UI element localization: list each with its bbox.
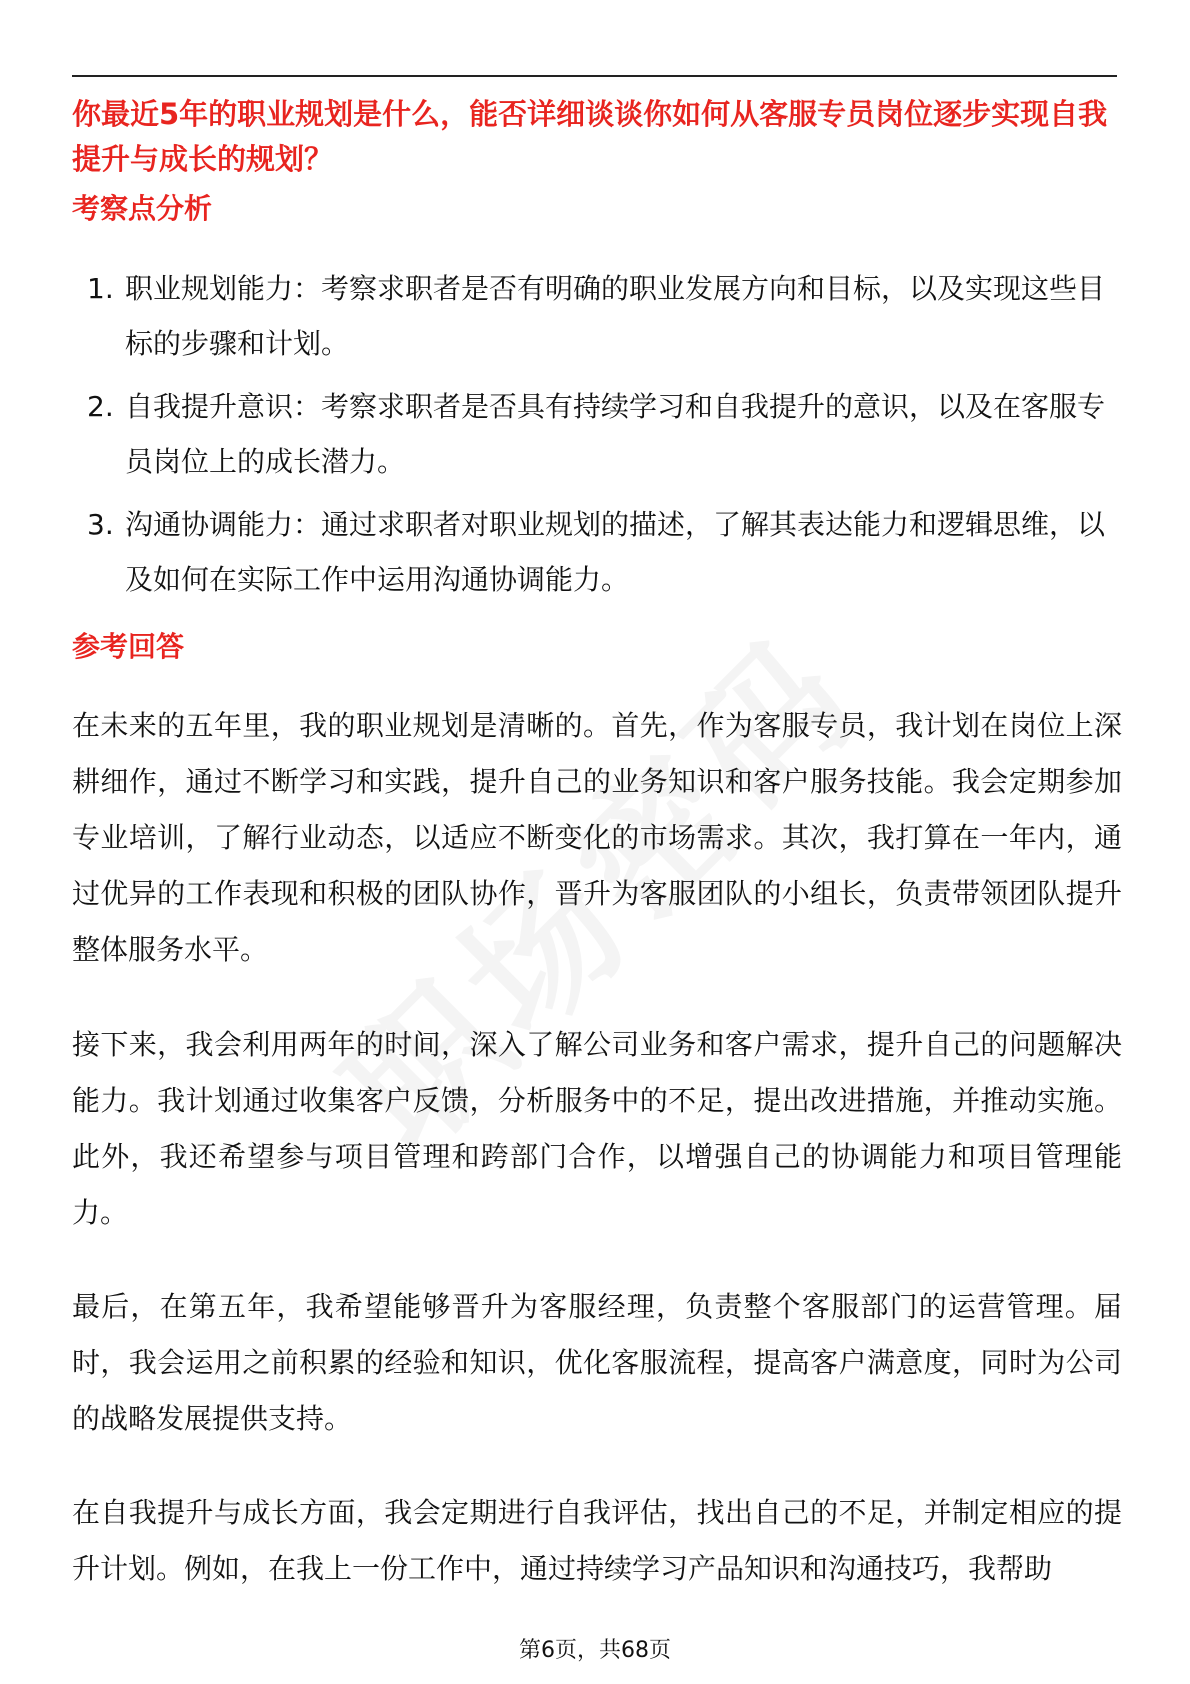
answer-heading: 参考回答 — [72, 630, 185, 663]
list-item — [72, 261, 1122, 371]
list-item-number: 3. — [87, 508, 114, 541]
analysis-heading: 考察点分析 — [72, 192, 213, 225]
question-title: 你最近5年的职业规划是什么，能否详细谈谈你如何从客服专员岗位逐步实现自我提升与成长的规划？ — [72, 97, 1108, 176]
answer-paragraph: 最后，在第五年，我希望能够晋升为客服经理，负责整个客服部门的运营管理。届时，我会运用之前积累的经验和知识，优化客服流程，提高客户满意度，同时为公司的战略发展提供支持。 — [72, 1290, 1122, 1435]
list-item — [72, 379, 1122, 489]
list-item-text: 自我提升意识：考察求职者是否具有持续学习和自我提升的意识，以及在客服专员岗位上的成长潜力。 — [125, 390, 1106, 478]
page-number: 第6页，共68页 — [519, 1638, 671, 1663]
list-item-text: 职业规划能力：考察求职者是否有明确的职业发展方向和目标，以及实现这些目标的步骤和计划。 — [125, 272, 1106, 360]
answer-paragraph: 在自我提升与成长方面，我会定期进行自我评估，找出自己的不足，并制定相应的提升计划。例如，在我上一份工作中，通过持续学习产品知识和沟通技巧，我帮助 — [72, 1496, 1122, 1585]
answer-paragraph: 在未来的五年里，我的职业规划是清晰的。首先，作为客服专员，我计划在岗位上深耕细作，通过不断学习和实践，提升自己的业务知识和客户服务技能。我会定期参加专业培训，了解行业动态，以适应不断变化的市场需求。其次，我打算在一年内，通过优异的工作表现和积极的团队协作，晋升为客服团队的小组长，负责带领团队提升整体服务水平。 — [72, 709, 1122, 966]
list-item-number: 1. — [87, 272, 114, 305]
list-item-number: 2. — [87, 390, 114, 423]
list-item-text: 沟通协调能力：通过求职者对职业规划的描述，了解其表达能力和逻辑思维，以及如何在实际工作中运用沟通协调能力。 — [125, 508, 1106, 596]
list-item — [72, 497, 1122, 607]
top-divider — [72, 75, 1117, 77]
analysis-list — [72, 261, 1122, 615]
answer-paragraph: 接下来，我会利用两年的时间，深入了解公司业务和客户需求，提升自己的问题解决能力。我计划通过收集客户反馈，分析服务中的不足，提出改进措施，并推动实施。此外，我还希望参与项目管理和跨部门合作，以增强自己的协调能力和项目管理能力。 — [72, 1028, 1122, 1229]
